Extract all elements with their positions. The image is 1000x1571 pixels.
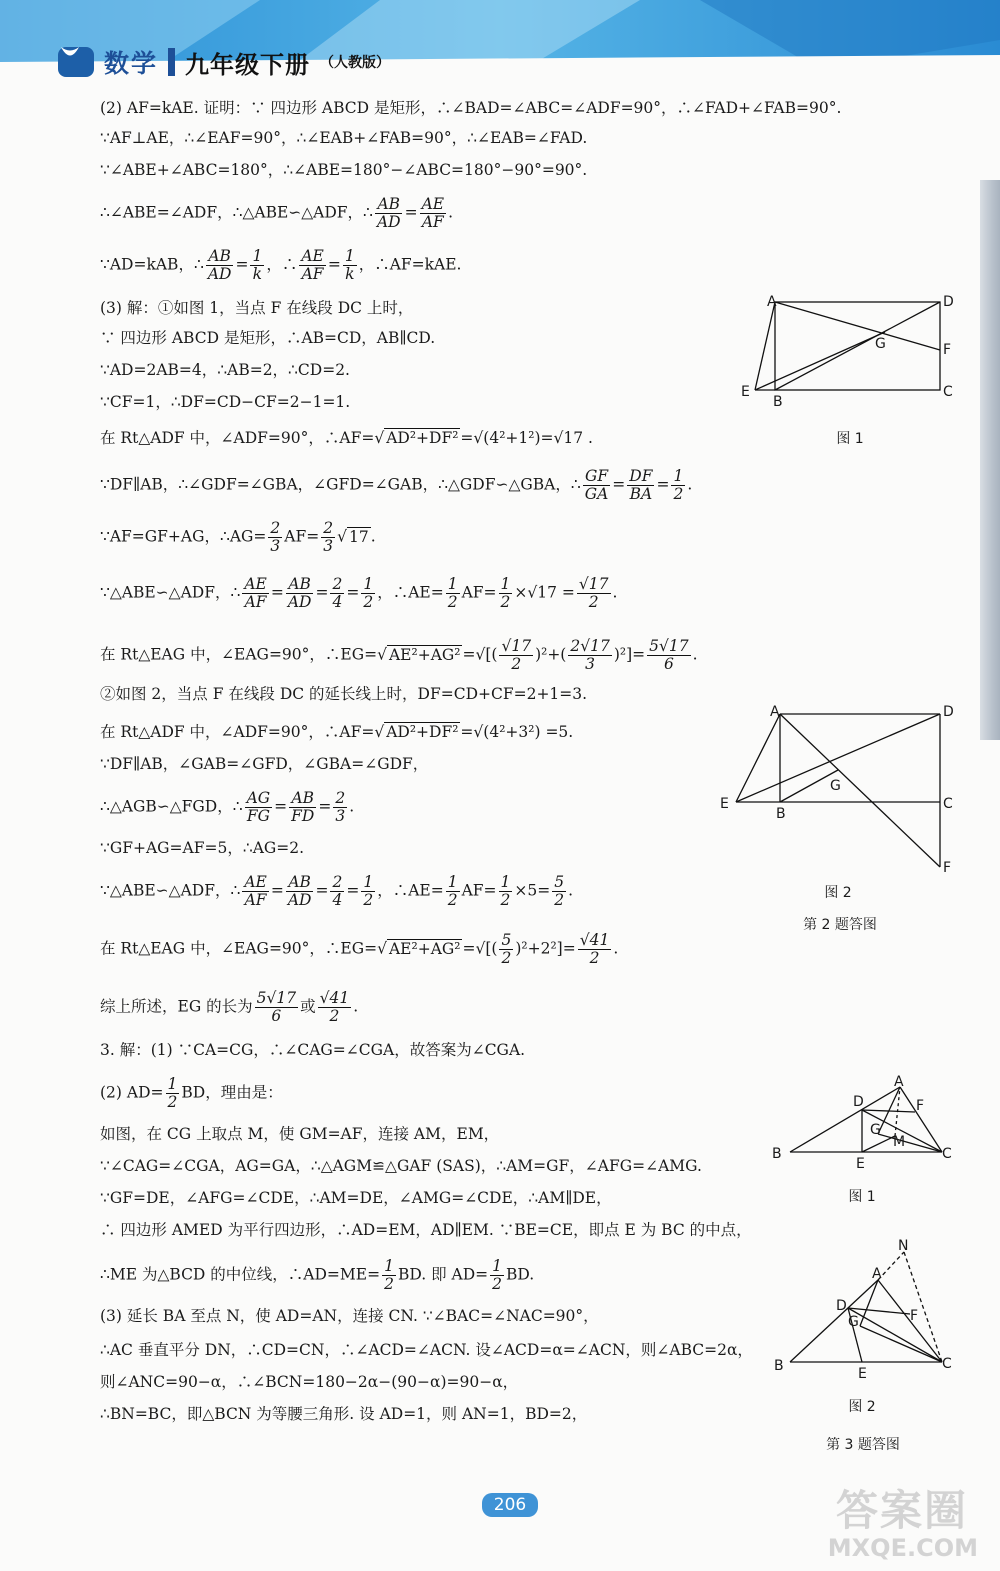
text-line: (2) AF=kAE. 证明：∵ 四边形 ABCD 是矩形，∴∠BAD=∠ABC=∠ADF=90°，∴∠FAD+∠FAB=90°. <box>100 99 842 117</box>
text-line: 在 Rt△EAG 中，∠EAG=90°，∴EG=√ AE²+AG² =√[( $\frac{5}{2}$ )²+2²]= $\frac{√41}{2}$ . <box>100 931 619 967</box>
text-line: (3) 解：①如图 1，当点 F 在线段 DC 上时， <box>100 299 414 317</box>
text-line: ∵∠ABE+∠ABC=180°，∴∠ABE=180°−∠ABC=180°−90°=90°. <box>100 161 588 179</box>
text-line: ∵△ABE∽△ADF，∴ $\frac{AE}{AF}$ = $\frac{AB}{AD}$ = $\frac{2}{4}$ = $\frac{1}{2}$ ，∴AE= $\frac{1}{2}$ AF= $\frac{1}{2}$ ×5= $\frac{5}{2}$ . <box>100 873 574 909</box>
text-line: ∵ 四边形 ABCD 是矩形，∴AB=CD，AB∥CD. <box>100 329 436 347</box>
text-line: 则∠ANC=90−α，∴∠BCN=180−2α−(90−α)=90−α， <box>100 1373 519 1391</box>
text-line: 3. 解：(1) ∵CA=CG，∴∠CAG=∠CGA，故答案为∠CGA. <box>100 1041 526 1059</box>
text-line: ∵AF⊥AE，∴∠EAF=90°，∴∠EAB+∠FAB=90°，∴∠EAB=∠FAD. <box>100 129 588 147</box>
text-line: ∴∠ABE=∠ADF，∴△ABE∽△ADF，∴ $\frac{AB}{AD}$ = $\frac{AE}{AF}$ . <box>100 195 454 231</box>
edition-label: （人教版） <box>320 55 391 71</box>
text-line: ∵AD=kAB，∴ $\frac{AB}{AD}$ = $\frac{1}{k}$ ，∴ $\frac{AE}{AF}$ = $\frac{1}{k}$ ，∴AF=kAE. <box>100 247 462 283</box>
figure-q3-1: A D F G M B E C <box>770 1072 960 1172</box>
title-divider <box>168 48 175 76</box>
text-line: 在 Rt△ADF 中，∠ADF=90°，∴AF=√ AD²+DF² =√(4²+1²)=√17 . <box>100 429 593 447</box>
rectangle-diagram-2 <box>718 702 968 882</box>
text-line: ∴ 四边形 AMED 为平行四边形，∴AD=EM，AD∥EM. ∵BE=CE，即点 E 为 BC 的中点， <box>100 1221 752 1239</box>
triangle-diagram-1 <box>770 1072 960 1172</box>
text-line: ∴AC 垂直平分 DN，∴CD=CN，∴∠ACD=∠ACN. 设∠ACD=α=∠ACN，则∠ABC=2α， <box>100 1341 753 1359</box>
page-header <box>0 0 1000 92</box>
text-line: ∵CF=1，∴DF=CD−CF=2−1=1. <box>100 393 351 411</box>
grade-title: 九年级下册 <box>185 50 311 79</box>
figure-caption: 第 2 题答图 <box>803 917 877 933</box>
side-tab <box>980 180 1000 740</box>
text-line: 在 Rt△ADF 中，∠ADF=90°，∴AF=√ AD²+DF² =√(4²+3²) =5. <box>100 723 574 741</box>
text-line: ∵△ABE∽△ADF，∴ $\frac{AE}{AF}$ = $\frac{AB}{AD}$ = $\frac{2}{4}$ = $\frac{1}{2}$ ，∴AE= $\frac{1}{2}$ AF= $\frac{1}{2}$ ×√17 = $\frac{√17}{2}$ . <box>100 575 618 611</box>
text-line: ∵∠CAG=∠CGA，AG=GA，∴△AGM≌△GAF (SAS)，∴AM=GF，∠AFG=∠AMG. <box>100 1157 702 1175</box>
leaf-logo-icon <box>58 47 94 77</box>
figure-caption: 图 1 <box>836 431 864 447</box>
figure-caption: 图 1 <box>848 1189 876 1205</box>
text-line: ∵GF=DE，∠AFG=∠CDE，∴AM=DE，∠AMG=∠CDE，∴AM∥DE， <box>100 1189 612 1207</box>
brand <box>58 44 390 80</box>
text-line: ②如图 2，当点 F 在线段 DC 的延长线上时，DF=CD+CF=2+1=3. <box>100 685 588 703</box>
subject-title: 数学 <box>104 49 159 78</box>
watermark: 答案圈 MXQE.COM <box>827 1486 978 1562</box>
text-line: 在 Rt△EAG 中，∠EAG=90°，∴EG=√ AE²+AG² =√[( $\frac{√17}{2}$ )²+( $\frac{2√17}{3}$ )²]= $\frac{5√17}{6}$ . <box>100 637 698 673</box>
text-line: 综上所述，EG 的长为 $\frac{5√17}{6}$ 或 $\frac{√41}{2}$ . <box>100 989 359 1025</box>
page-number: 206 <box>482 1493 538 1517</box>
text-line: ∴ME 为△BCD 的中位线，∴AD=ME= $\frac{1}{2}$ BD. 即 AD= $\frac{1}{2}$ BD. <box>100 1257 535 1293</box>
figure-q3-2: N A D F G B E C <box>770 1238 960 1388</box>
figure-q2-2: A D G C E B F <box>718 702 968 882</box>
figure-q2-1: A D F G C E B <box>735 290 965 420</box>
text-line: ∴BN=BC，即△BCN 为等腰三角形. 设 AD=1，则 AN=1，BD=2， <box>100 1405 588 1423</box>
text-line: ∴△AGB∽△FGD，∴ $\frac{AG}{FG}$ = $\frac{AB}{FD}$ = $\frac{2}{3}$ . <box>100 789 355 825</box>
text-line: ∵DF∥AB，∠GAB=∠GFD，∠GBA=∠GDF， <box>100 755 429 773</box>
figure-caption: 图 2 <box>848 1399 876 1415</box>
text-line: (3) 延长 BA 至点 N，使 AD=AN，连接 CN. ∵∠BAC=∠NAC=90°， <box>100 1307 599 1325</box>
text-line: 如图，在 CG 上取点 M，使 GM=AF，连接 AM，EM， <box>100 1125 500 1143</box>
text-line: ∵AF=GF+AG，∴AG= $\frac{2}{3}$ AF= $\frac{2}{3}$ √ 17 . <box>100 519 376 555</box>
text-line: ∵DF∥AB，∴∠GDF=∠GBA，∠GFD=∠GAB，∴△GDF∽△GBA，∴ $\frac{GF}{GA}$ = $\frac{DF}{BA}$ = $\frac{1}{2}$ . <box>100 467 693 503</box>
text-line: ∵AD=2AB=4，∴AB=2，∴CD=2. <box>100 361 350 379</box>
text-line: ∵GF+AG=AF=5，∴AG=2. <box>100 839 305 857</box>
figure-caption: 图 2 <box>824 885 852 901</box>
text-line: (2) AD= $\frac{1}{2}$ BD，理由是： <box>100 1075 283 1111</box>
figure-caption: 第 3 题答图 <box>826 1437 900 1453</box>
